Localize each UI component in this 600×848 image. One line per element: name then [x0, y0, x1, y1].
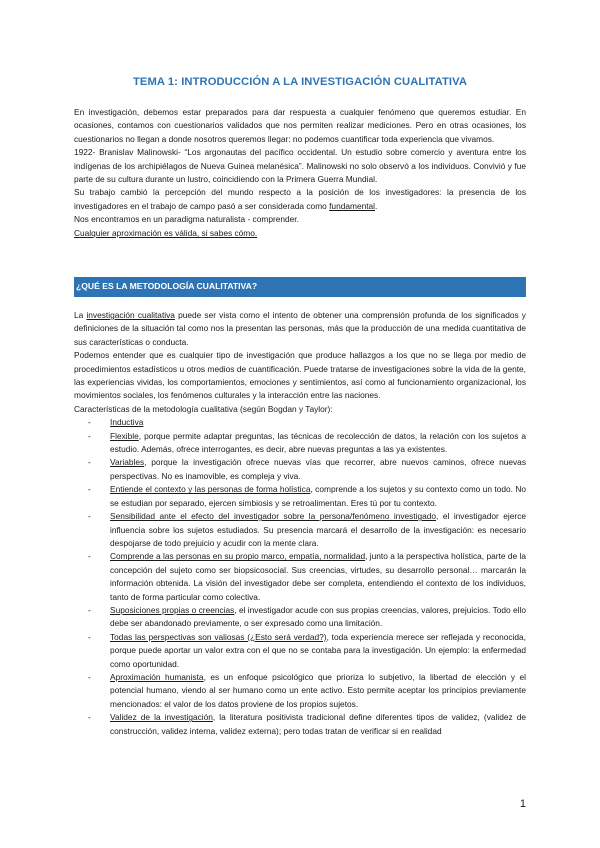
intro-paragraph-2: 1922- Branislav Malinowski- “Los argonautas del pacífico occidental. Un estudio sobre comercio y aventura entre los indígenas de los archipiélagos de Nueva Guinea melanésica”. Malinowski no solo observó a los individuos. Convivió y fue parte de su cultura durante un lustro, coincidiendo con la Primera Guerra Mundial.	[74, 147, 526, 185]
list-dash: -	[88, 484, 91, 495]
list-dash: -	[88, 457, 91, 468]
characteristic-term: Flexible	[110, 430, 139, 441]
intro-paragraph-3-text: Su trabajo cambió la percepción del mundo respecto a la posición de los investigadores: la presencia de los investigadores en el trabajo de campo pasó a ser considerada como	[74, 187, 526, 211]
characteristic-item	[74, 604, 526, 631]
intro-paragraph-4: Nos encontramos en un paradigma naturalista - comprender.	[74, 214, 299, 225]
list-dash: -	[88, 604, 91, 615]
characteristic-description: , el investigador acude con sus propias creencias, valores, prejuicios. Todo ello debe ser abandonado previamente, o ser expresado como una limitación.	[110, 604, 526, 629]
period: .	[375, 200, 378, 211]
section-paragraph-1	[74, 309, 526, 349]
characteristic-term: Comprende a las personas en su propio marco, empatía, normalidad	[110, 551, 366, 562]
section-paragraph-3: Características de la metodología cualitativa (según Bogdan y Taylor):	[74, 403, 333, 414]
characteristic-term: Sensibilidad ante el efecto del investigador sobre la persona/fenómeno investigado	[110, 511, 437, 522]
list-dash: -	[88, 511, 91, 522]
characteristic-item	[74, 483, 526, 510]
characteristics-list	[74, 416, 526, 738]
section-block	[74, 309, 526, 738]
characteristic-item	[74, 510, 526, 550]
characteristic-description: , porque la investigación ofrece nuevas vías que recorrer, abre nuevos caminos, ofrece nuevas perspectivas. No es inamovible, es compleja y viva.	[110, 457, 526, 481]
characteristic-description: , toda experiencia merece ser reflejada y reconocida, porque puede aportar un valor extra con el que no se contaba para la investigación. Un ejemplo: la enfermedad como oportunidad.	[110, 631, 527, 669]
characteristic-term: Todas las perspectivas son valiosas (¿Esto será verdad?)	[110, 631, 327, 642]
characteristic-term: Inductiva	[110, 417, 144, 428]
intro-paragraph-1: En investigación, debemos estar preparados para dar respuesta a cualquier fenómeno que queremos estudiar. En ocasiones, contamos con cuestionarios validados que nos permiten realizar mediciones. Pero en otras ocasiones, los cuestionarios no llegan a donde nosotros queremos llegar: no podemos cuantificar toda experiencia que vivamos.	[74, 107, 526, 144]
characteristic-description: , el investigador ejerce influencia sobre los sujetos estudiados. Su presencia marcará el desarrollo de la investigación: es necesario despojarse de todo prejuicio y acudir con la mente clara.	[110, 511, 527, 548]
underlined-term: fundamental	[329, 200, 376, 211]
intro-paragraph-5: Cualquier aproximación es válida, si sabes cómo.	[74, 227, 258, 238]
characteristic-term: Suposiciones propias o creencias	[110, 604, 235, 615]
characteristic-term: Entiende el contexto y las personas de forma holística	[110, 484, 311, 495]
characteristic-item	[74, 416, 526, 429]
list-dash: -	[88, 430, 91, 441]
characteristic-description: , la literatura positivista tradicional define diferentes tipos de validez, (validez de construcción, validez interna, validez externa); pero todas tratan de verificar si en realidad	[110, 712, 526, 736]
list-dash: -	[88, 712, 91, 723]
characteristic-item	[74, 631, 526, 671]
underlined-term: investigación cualitativa	[86, 310, 175, 320]
list-dash: -	[88, 417, 91, 428]
characteristic-term: Validez de la investigación	[110, 712, 213, 723]
list-dash: -	[88, 631, 91, 642]
section-heading-bar	[74, 277, 526, 297]
section-paragraph-1-lead: La	[74, 310, 87, 320]
section-paragraph-1-text: puede ser vista como el intento de obtener una comprensión profunda de los significados y definiciones de la situación tal como nos la presentan las personas, más que la producción de una medida cuantitativa de sus características o conducta.	[74, 310, 526, 347]
intro-block	[74, 106, 526, 240]
list-dash: -	[88, 551, 91, 562]
characteristic-description: , comprende a los sujetos y su contexto como un todo. No se estudian por separado, ejercen simbiosis y se retroalimentan. Eres tú por tu contexto.	[110, 484, 526, 508]
page-number: 1	[519, 798, 526, 810]
list-dash: -	[88, 671, 91, 682]
characteristic-item	[74, 671, 526, 711]
characteristic-term: Variables	[110, 457, 145, 468]
characteristic-item	[74, 550, 526, 604]
section-paragraph-2: Podemos entender que es cualquier tipo de investigación que produce hallazgos a los que no se llega por medio de procedimientos estadísticos u otros medios de cuantificación. Puede tratarse de investigaciones sobre la vida de la gente, las experiencias vividas, los comportamientos, emociones y sentimientos, así como al funcionamiento organizacional, los movimientos sociales, los fenómenos culturales y la interacción entre las naciones.	[74, 350, 526, 401]
characteristic-term: Aproximación humanista	[110, 671, 204, 682]
characteristic-item	[74, 430, 526, 457]
characteristic-item	[74, 456, 526, 483]
page-title: TEMA 1: INTRODUCCIÓN A LA INVESTIGACIÓN CUALITATIVA	[132, 76, 468, 88]
characteristic-item	[74, 711, 526, 738]
section-heading: ¿QUÉ ES LA METODOLOGÍA CUALITATIVA?	[76, 281, 258, 291]
characteristic-description: , junto a la perspectiva holística, parte de la concepción del sujeto como ser biopsicosocial. Sus creencias, virtudes, su desarrollo personal… marcarán la información obtenida. La visión del investigador debe ser completa, entendiendo el contexto de los individuos, tanto de forma particular como colectiva.	[110, 551, 527, 602]
characteristic-description: , es un enfoque psicológico que prioriza lo subjetivo, la libertad de elección y el potencial humano, viendo al ser humano como un ente activo. Esto permite aceptar los principios previamente mencionados: el valor de los datos proviene de los propios sujetos.	[110, 671, 526, 709]
intro-paragraph-3	[74, 186, 526, 213]
characteristic-description: , porque permite adaptar preguntas, las técnicas de recolección de datos, la relación con los sujetos a estudio. Además, ofrece interrogantes, es decir, abre nuevas preguntas a las ya existentes.	[110, 430, 526, 455]
